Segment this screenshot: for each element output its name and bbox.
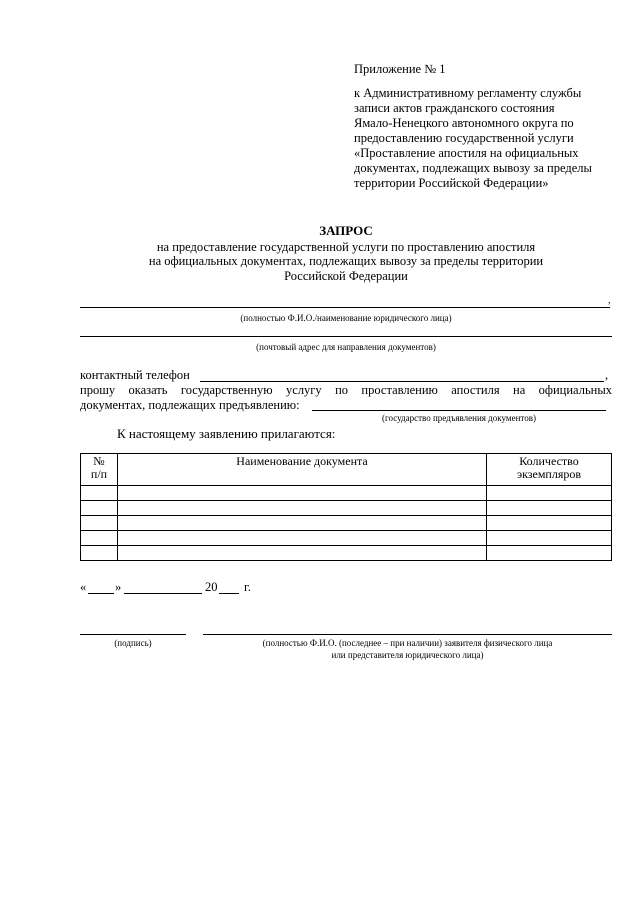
date-month-line[interactable] bbox=[124, 593, 202, 594]
header-num-line: № bbox=[93, 454, 105, 468]
appendix-line: «Проставление апостиля на официальных bbox=[354, 146, 579, 160]
date-year-suffix: г. bbox=[244, 580, 251, 594]
table-cell[interactable] bbox=[118, 516, 487, 531]
postal-address-line[interactable] bbox=[80, 336, 612, 337]
header-quantity bbox=[487, 454, 612, 486]
table-cell[interactable] bbox=[487, 546, 612, 561]
appendix-line: к Административному регламенту службы bbox=[354, 86, 582, 100]
header-num bbox=[81, 454, 118, 486]
applicant-name-caption: (полностью Ф.И.О./наименование юридического лица) bbox=[240, 313, 452, 323]
applicant-name-line[interactable] bbox=[80, 307, 610, 308]
request-text-line-1: прошу оказать государственную услугу по проставлению апостиля на официальных bbox=[80, 383, 612, 397]
table-cell[interactable] bbox=[118, 531, 487, 546]
request-subtitle-line: на предоставление государственной услуги по проставлению апостиля bbox=[156, 239, 536, 254]
date-year-prefix: 20 bbox=[205, 580, 218, 594]
appendix-title: Приложение № 1 bbox=[354, 62, 446, 76]
request-title: ЗАПРОС bbox=[319, 223, 373, 238]
signature-caption: (подпись) bbox=[114, 638, 152, 648]
table-cell[interactable] bbox=[81, 546, 118, 561]
table-cell[interactable] bbox=[118, 546, 487, 561]
appendix-line: Ямало-Ненецкого автономного округа по bbox=[354, 116, 574, 130]
header-quantity-line: Количество bbox=[519, 454, 579, 468]
table-row bbox=[81, 486, 612, 501]
documents-table bbox=[80, 453, 612, 561]
signer-name-caption-line: (полностью Ф.И.О. (последнее – при наличии) заявителя физического лица bbox=[262, 638, 553, 648]
table-row bbox=[81, 516, 612, 531]
table-cell[interactable] bbox=[81, 501, 118, 516]
appendix-line: территории Российской Федерации» bbox=[354, 176, 549, 190]
table-cell[interactable] bbox=[487, 531, 612, 546]
table-row bbox=[81, 546, 612, 561]
appendix-line: записи актов гражданского состояния bbox=[354, 101, 555, 115]
table-cell[interactable] bbox=[118, 501, 487, 516]
country-caption: (государство предъявления документов) bbox=[382, 413, 536, 423]
table-cell[interactable] bbox=[487, 486, 612, 501]
phone-line[interactable] bbox=[200, 381, 604, 382]
request-subtitle-line: Российской Федерации bbox=[284, 268, 408, 283]
request-title-block bbox=[80, 224, 612, 283]
request-subtitle-line: на официальных документах, подлежащих вывозу за пределы территории bbox=[148, 254, 544, 268]
signature-line[interactable] bbox=[80, 634, 186, 635]
signer-name-line[interactable] bbox=[203, 634, 612, 635]
table-cell[interactable] bbox=[487, 501, 612, 516]
header-quantity-line: экземпляров bbox=[516, 467, 582, 481]
header-doc-name: Наименование документа bbox=[118, 454, 487, 486]
header-num-line: п/п bbox=[90, 467, 108, 481]
appendix-line: предоставлению государственной услуги bbox=[354, 131, 574, 145]
table-cell[interactable] bbox=[81, 486, 118, 501]
table-cell[interactable] bbox=[118, 486, 487, 501]
comma-mark: , bbox=[608, 295, 611, 306]
table-cell[interactable] bbox=[81, 531, 118, 546]
table-row bbox=[81, 531, 612, 546]
table-cell[interactable] bbox=[487, 516, 612, 531]
table-cell[interactable] bbox=[81, 516, 118, 531]
country-line[interactable] bbox=[312, 410, 606, 411]
appendix-block bbox=[354, 62, 624, 191]
phone-label: контактный телефон bbox=[80, 368, 190, 382]
date-open-quote: « bbox=[80, 580, 87, 594]
table-row bbox=[81, 501, 612, 516]
date-close-quote: » bbox=[115, 580, 122, 594]
date-day-line[interactable] bbox=[88, 593, 114, 594]
table-header-row bbox=[81, 454, 612, 486]
attached-label: К настоящему заявлению прилагаются: bbox=[117, 426, 336, 441]
appendix-line: документах, подлежащих вывозу за пределы bbox=[354, 161, 592, 175]
request-text-line-2: документах, подлежащих предъявлению: bbox=[80, 398, 300, 412]
date-year-line[interactable] bbox=[219, 593, 239, 594]
signer-name-caption-line: или представителя юридического лица) bbox=[331, 650, 484, 660]
postal-address-caption: (почтовый адрес для направления документов) bbox=[256, 342, 436, 352]
comma-mark: , bbox=[605, 368, 609, 382]
